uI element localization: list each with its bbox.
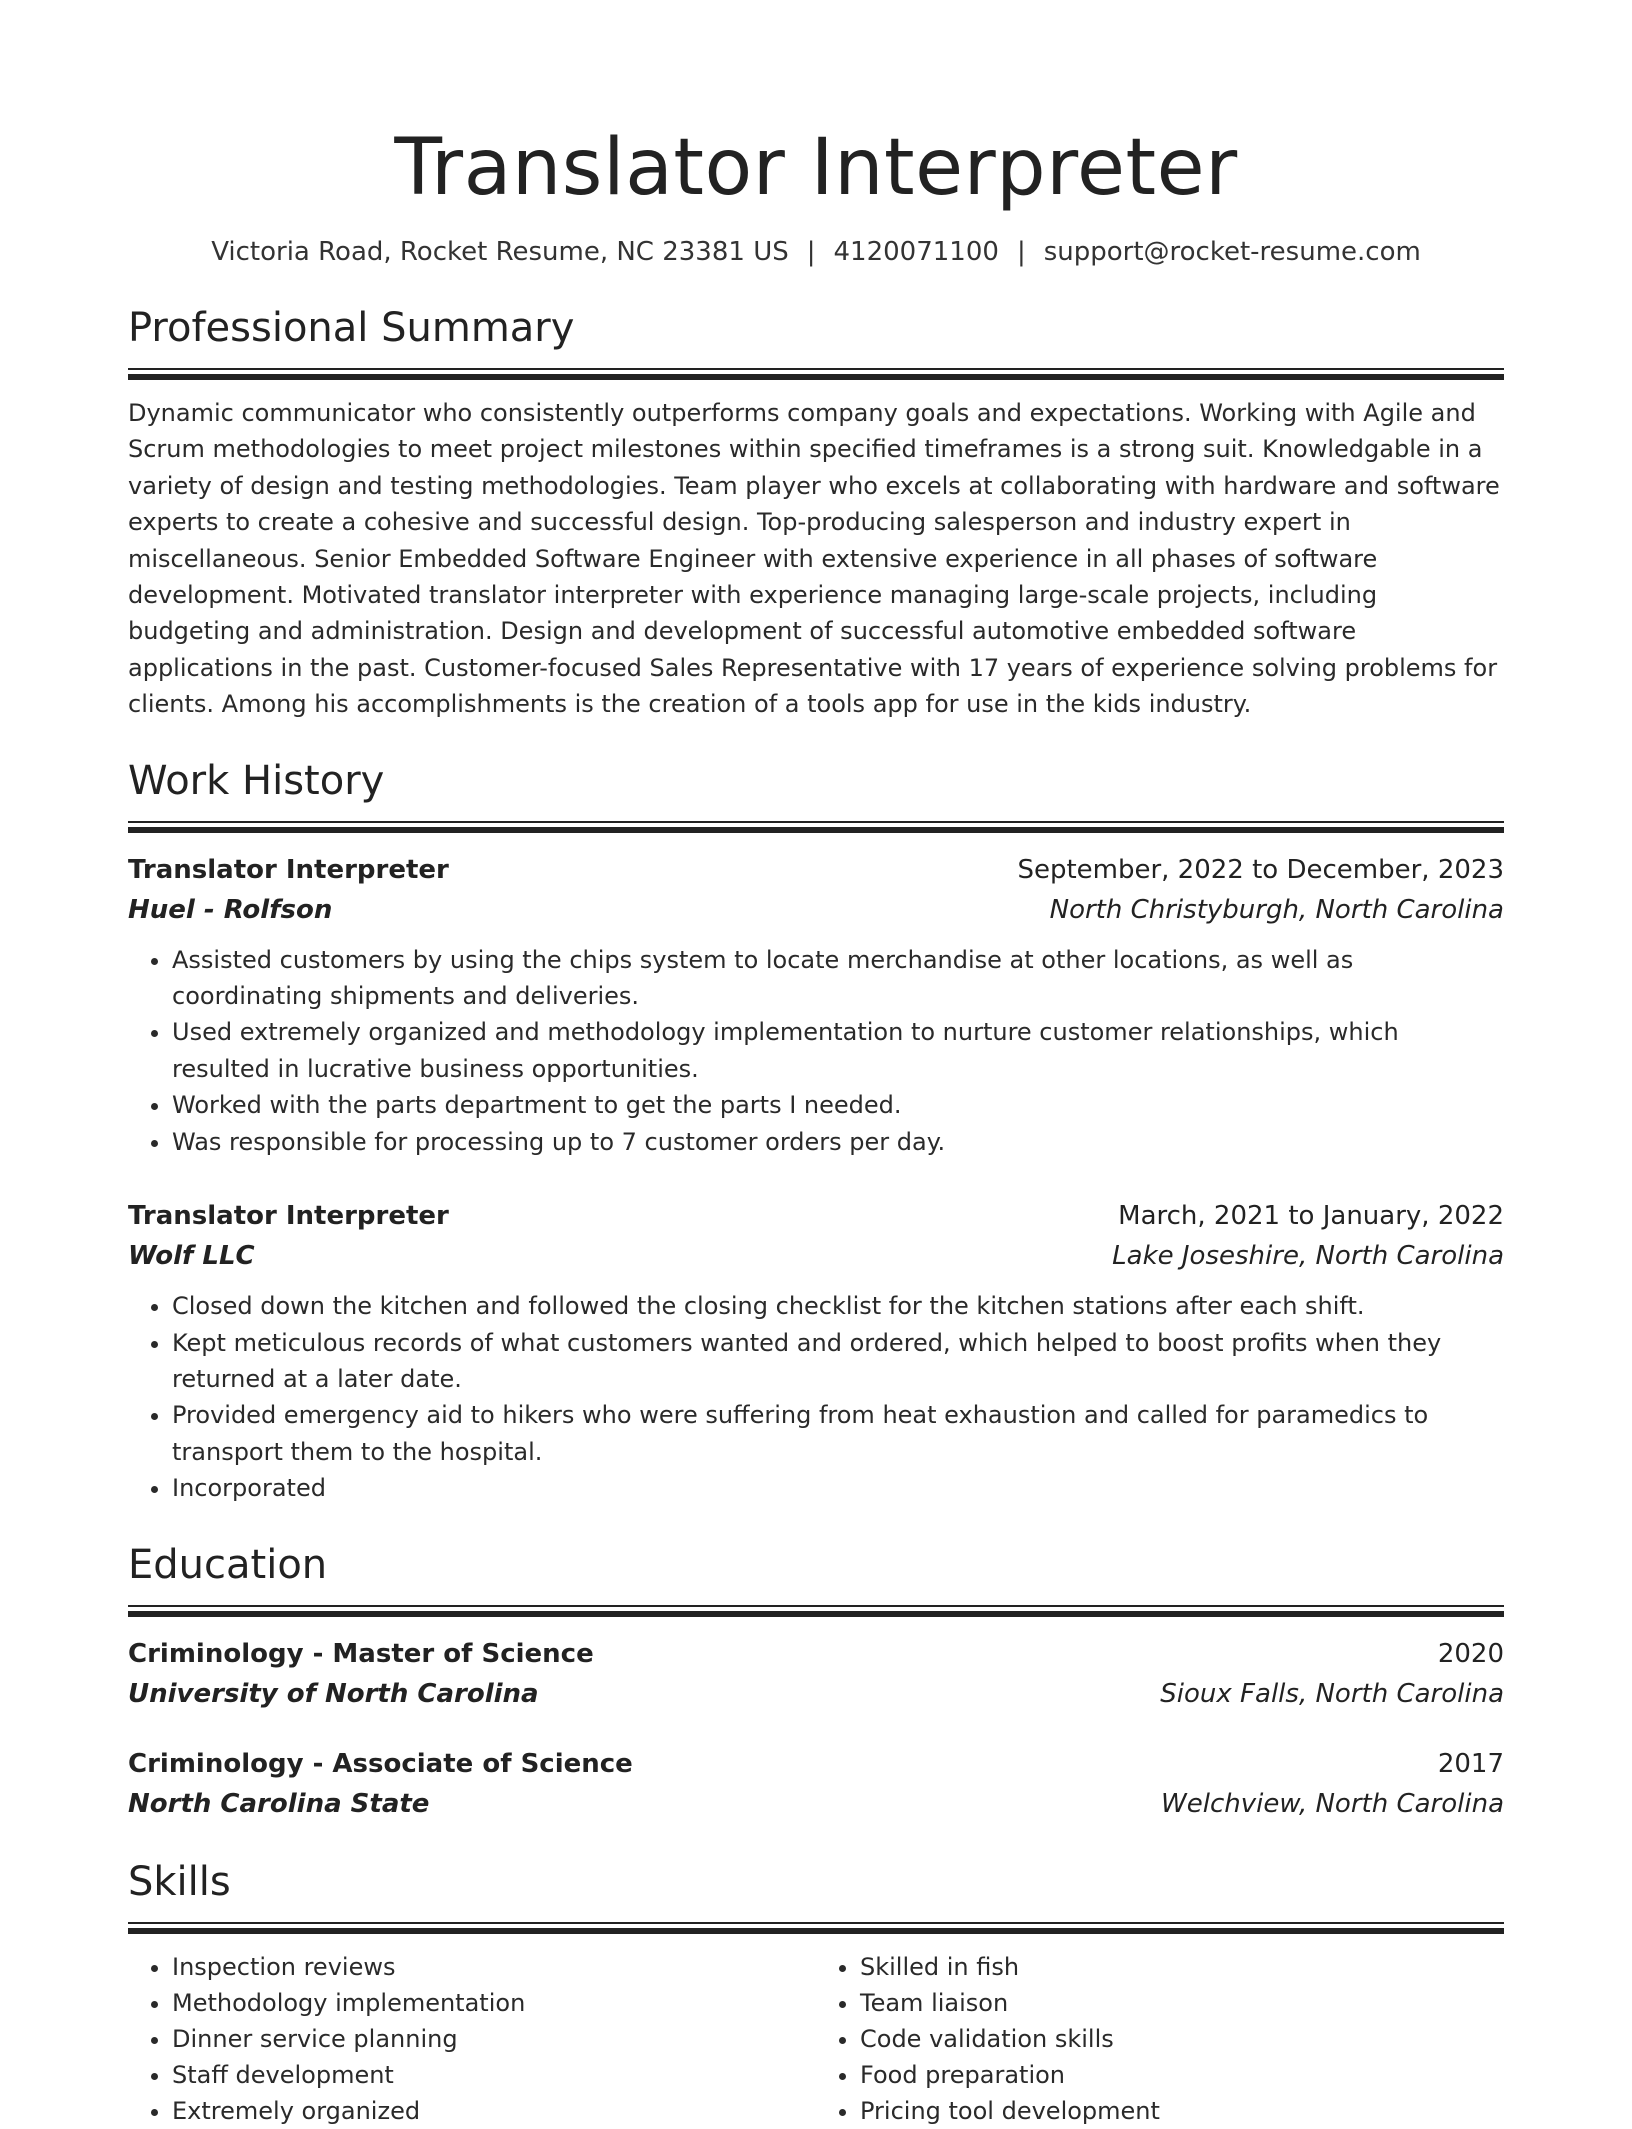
education-entry bbox=[128, 1744, 1504, 1824]
summary-text: Dynamic communicator who consistently outperforms company goals and expectations. Working with Agile and Scrum methodologies to meet project milestones within specified timeframes is a strong suit. Knowledgable in a variety of design and testing methodologies. Team player who excels at collaborating with hardware and software experts to create a cohesive and successful design. Top-producing salesperson and industry expert in miscellaneous. Senior Embedded Software Engineer with extensive experience in all phases of software development. Motivated translator interpreter with experience managing large-scale projects, including budgeting and administration. Design and development of successful automotive embedded software applications in the past. Customer-focused Sales Representative with 17 years of experience solving problems for clients. Among his accomplishments is the creation of a tools app for use in the kids industry. bbox=[128, 399, 1500, 719]
education-degree: Criminology - Master of Science bbox=[128, 1638, 594, 1669]
section-divider bbox=[128, 1605, 1504, 1618]
job-bullet: • Provided emergency aid to hikers who were suffering from heat exhaustion and called for paramedics to transport them to the hospital. bbox=[172, 1397, 1504, 1470]
education-school: University of North Carolina bbox=[128, 1678, 539, 1709]
job-bullet: • Used extremely organized and methodology implementation to nurture customer relationships, which resulted in lucrative business opportunities. bbox=[172, 1014, 1504, 1087]
job-bullet: • Assisted customers by using the chips system to locate merchandise at other locations, as well as coordinating shipments and deliveries. bbox=[172, 942, 1504, 1015]
job-location: Lake Joseshire, North Carolina bbox=[1112, 1241, 1504, 1272]
job-dates: September, 2022 to December, 2023 bbox=[1017, 854, 1504, 885]
education-location: Sioux Falls, North Carolina bbox=[1160, 1678, 1504, 1709]
education-section bbox=[128, 1541, 1504, 1824]
job-bullet: • Worked with the parts department to get the parts I needed. bbox=[172, 1087, 1504, 1123]
candidate-name: Translator Interpreter bbox=[394, 123, 1238, 213]
section-divider bbox=[128, 821, 1504, 834]
job-bullet: • Was responsible for processing up to 7 customer orders per day. bbox=[172, 1124, 1504, 1160]
skill-item: • Code validation skills bbox=[860, 2021, 1504, 2057]
education-heading: Education bbox=[128, 1541, 328, 1588]
job-title: Translator Interpreter bbox=[128, 1201, 449, 1232]
contact-email: support@rocket-resume.com bbox=[1043, 237, 1421, 267]
skill-item: • Staff development bbox=[172, 2057, 816, 2093]
job-bullet: • Closed down the kitchen and followed the closing checklist for the kitchen stations after each shift. bbox=[172, 1288, 1504, 1324]
job-entry bbox=[128, 1196, 1504, 1506]
education-entry bbox=[128, 1634, 1504, 1714]
education-year: 2017 bbox=[1437, 1748, 1504, 1779]
education-year: 2020 bbox=[1437, 1638, 1504, 1669]
skill-item: • Team liaison bbox=[860, 1985, 1504, 2021]
education-school: North Carolina State bbox=[128, 1788, 430, 1819]
contact-address: Victoria Road, Rocket Resume, NC 23381 US bbox=[211, 237, 789, 267]
job-dates: March, 2021 to January, 2022 bbox=[1118, 1201, 1504, 1232]
job-title: Translator Interpreter bbox=[128, 854, 449, 885]
job-company: Wolf LLC bbox=[128, 1241, 255, 1272]
section-divider bbox=[128, 368, 1504, 381]
skill-item: • Dinner service planning bbox=[172, 2021, 816, 2057]
job-bullets bbox=[128, 942, 1504, 1160]
job-bullet: • Kept meticulous records of what customers wanted and ordered, which helped to boost profits when they returned at a later date. bbox=[172, 1325, 1504, 1398]
skills-heading: Skills bbox=[128, 1858, 231, 1905]
job-bullet: • Incorporated bbox=[172, 1470, 1504, 1506]
skills-section bbox=[128, 1858, 1504, 2129]
education-degree: Criminology - Associate of Science bbox=[128, 1748, 633, 1779]
skills-right-column bbox=[816, 1949, 1504, 2129]
section-divider bbox=[128, 1922, 1504, 1935]
summary-section bbox=[128, 304, 1504, 723]
work-history-section bbox=[128, 757, 1504, 1507]
job-location: North Christyburgh, North Carolina bbox=[1049, 894, 1504, 925]
contact-line bbox=[128, 234, 1504, 270]
contact-separator: | bbox=[1016, 237, 1026, 267]
job-entry bbox=[128, 850, 1504, 1160]
work-history-heading: Work History bbox=[128, 757, 385, 804]
contact-separator: | bbox=[806, 237, 816, 267]
skill-item: • Skilled in fish bbox=[860, 1949, 1504, 1985]
education-location: Welchview, North Carolina bbox=[1161, 1788, 1504, 1819]
skill-item: • Inspection reviews bbox=[172, 1949, 816, 1985]
skills-columns bbox=[128, 1949, 1504, 2129]
skill-item: • Pricing tool development bbox=[860, 2093, 1504, 2129]
contact-phone: 4120071100 bbox=[833, 237, 999, 267]
skill-item: • Extremely organized bbox=[172, 2093, 816, 2129]
summary-heading: Professional Summary bbox=[128, 305, 575, 351]
skill-item: • Methodology implementation bbox=[172, 1985, 816, 2021]
job-bullets bbox=[128, 1288, 1504, 1506]
skill-item: • Food preparation bbox=[860, 2057, 1504, 2093]
job-company: Huel - Rolfson bbox=[128, 894, 333, 925]
skills-left-column bbox=[128, 1949, 816, 2129]
